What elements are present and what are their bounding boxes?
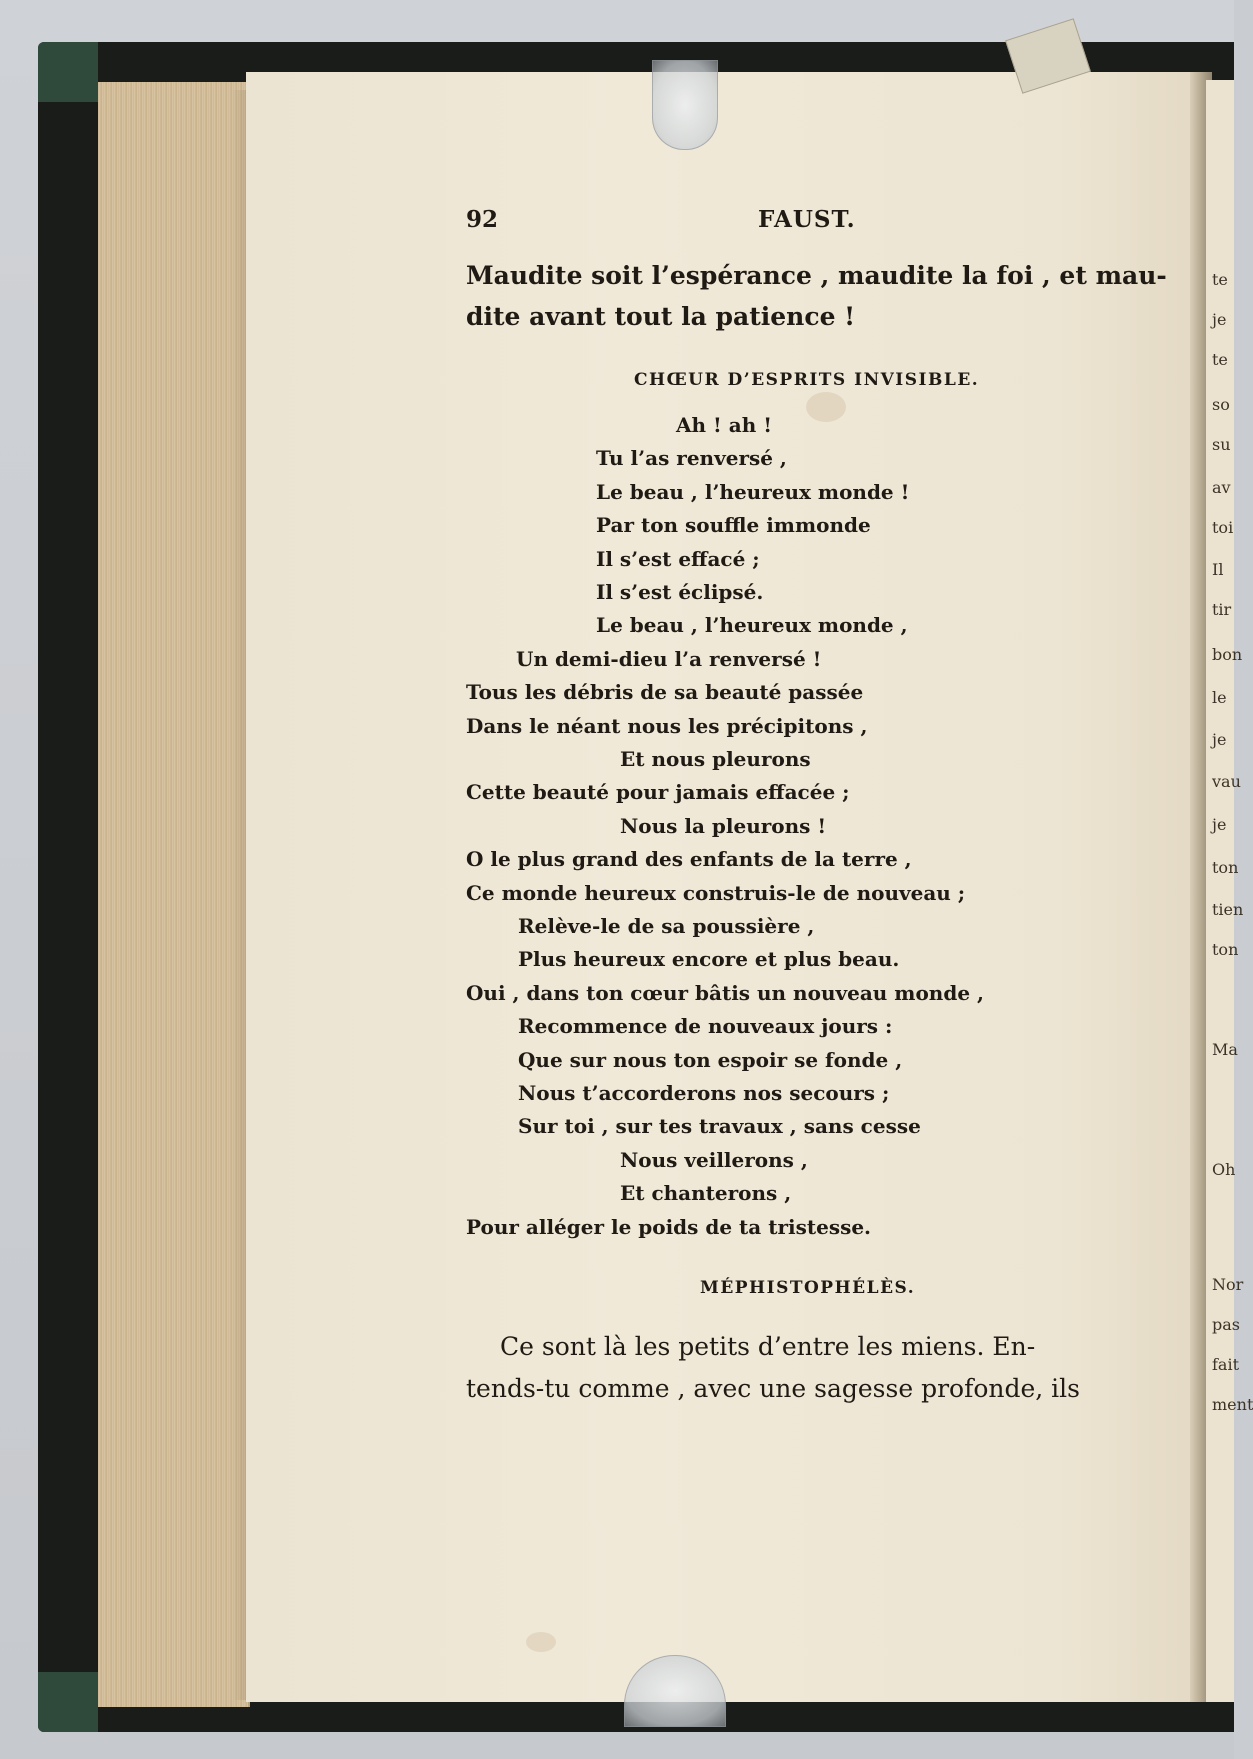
facing-page-fragment: tir (1212, 600, 1232, 619)
verse-line: Et nous pleurons (620, 747, 811, 771)
facing-page-fragment: ton (1212, 940, 1239, 959)
verse-line: Un demi-dieu l’a renversé ! (516, 646, 822, 671)
facing-page-fragment: so (1212, 395, 1230, 414)
verse-line: Tu l’as renversé , (596, 446, 787, 471)
facing-page-fragment: tien (1212, 900, 1244, 919)
facing-page-fragment: av (1212, 478, 1231, 497)
facing-page-fragment: fait (1212, 1355, 1240, 1374)
page-number: 92 (466, 206, 499, 233)
verse-line: O le plus grand des enfants de la terre , (466, 847, 912, 872)
verse-line: Nous la pleurons ! (620, 813, 827, 838)
facing-page-fragment: te (1212, 270, 1228, 289)
facing-page-fragment: ton (1212, 858, 1239, 877)
facing-page-fragment: le (1212, 688, 1227, 707)
verse-line: Il s’est éclipsé. (596, 580, 764, 604)
verse-line: Sur toi , sur tes travaux , sans cesse (518, 1114, 921, 1139)
speaker-mephistopheles: MÉPHISTOPHÉLÈS. (700, 1278, 916, 1298)
facing-page-fragment: pas (1212, 1315, 1240, 1334)
paper-stain (526, 1632, 556, 1652)
verse-line: Par ton souffle immonde (596, 513, 871, 538)
facing-page-fragment: su (1212, 435, 1231, 454)
prose-line: tends-tu comme , avec une sagesse profonde, ils (466, 1374, 1080, 1403)
facing-page-fragment: je (1212, 310, 1227, 329)
facing-page-fragment: je (1212, 815, 1227, 834)
verse-line: Plus heureux encore et plus beau. (518, 947, 900, 972)
facing-page-fragment: Ma (1212, 1040, 1238, 1059)
verse-line: Relève-le de sa poussière , (518, 914, 815, 938)
facing-page-fragment: Nor (1212, 1275, 1244, 1294)
verse-line: Oui , dans ton cœur bâtis un nouveau monde , (466, 980, 984, 1005)
facing-page-fragment: toi (1212, 518, 1234, 537)
page-edges (98, 82, 250, 1707)
verse-line: Le beau , l’heureux monde ! (596, 479, 910, 504)
binding-corner-top (38, 42, 98, 102)
facing-page-fragment: vau (1212, 772, 1241, 791)
verse-line: Tous les débris de sa beauté passée (466, 680, 864, 705)
facing-page-fragment: ment (1212, 1395, 1253, 1414)
verse-line: Nous veillerons , (620, 1147, 808, 1172)
verse-line: Ah ! ah ! (676, 413, 773, 437)
running-title: FAUST. (758, 206, 856, 233)
verse-line: Ce monde heureux construis-le de nouveau ; (466, 880, 966, 905)
verse-line: Le beau , l’heureux monde , (596, 613, 908, 638)
facing-page-fragment: Oh (1212, 1160, 1236, 1179)
paper-stain (806, 392, 846, 422)
page-header (466, 200, 1146, 240)
facing-page-fragment: Il (1212, 560, 1224, 579)
verse-line: Et chanterons , (620, 1181, 792, 1206)
prose-line: Maudite soit l’espérance , maudite la foi , et mau- (466, 261, 1167, 290)
verse-line: Recommence de nouveaux jours : (518, 1014, 893, 1039)
verse-line: Il s’est effacé ; (596, 546, 760, 571)
verse-line: Dans le néant nous les précipitons , (466, 713, 868, 738)
verse-line: Pour alléger le poids de ta tristesse. (466, 1214, 872, 1239)
verse-line: Nous t’accorderons nos secours ; (518, 1081, 890, 1105)
speaker-chorus: CHŒUR D’ESPRITS INVISIBLE. (634, 370, 980, 390)
facing-page-fragment: je (1212, 730, 1227, 749)
verse-line: Cette beauté pour jamais effacée ; (466, 780, 850, 805)
binding-corner-bottom (38, 1672, 98, 1732)
facing-page-fragment: bon (1212, 645, 1243, 664)
facing-page-fragment: te (1212, 350, 1228, 369)
prose-line: dite avant tout la patience ! (466, 302, 856, 331)
page-clip-top (652, 60, 718, 150)
verse-line: Que sur nous ton espoir se fonde , (518, 1047, 903, 1072)
prose-line: Ce sont là les petits d’entre les miens. En- (500, 1332, 1036, 1361)
